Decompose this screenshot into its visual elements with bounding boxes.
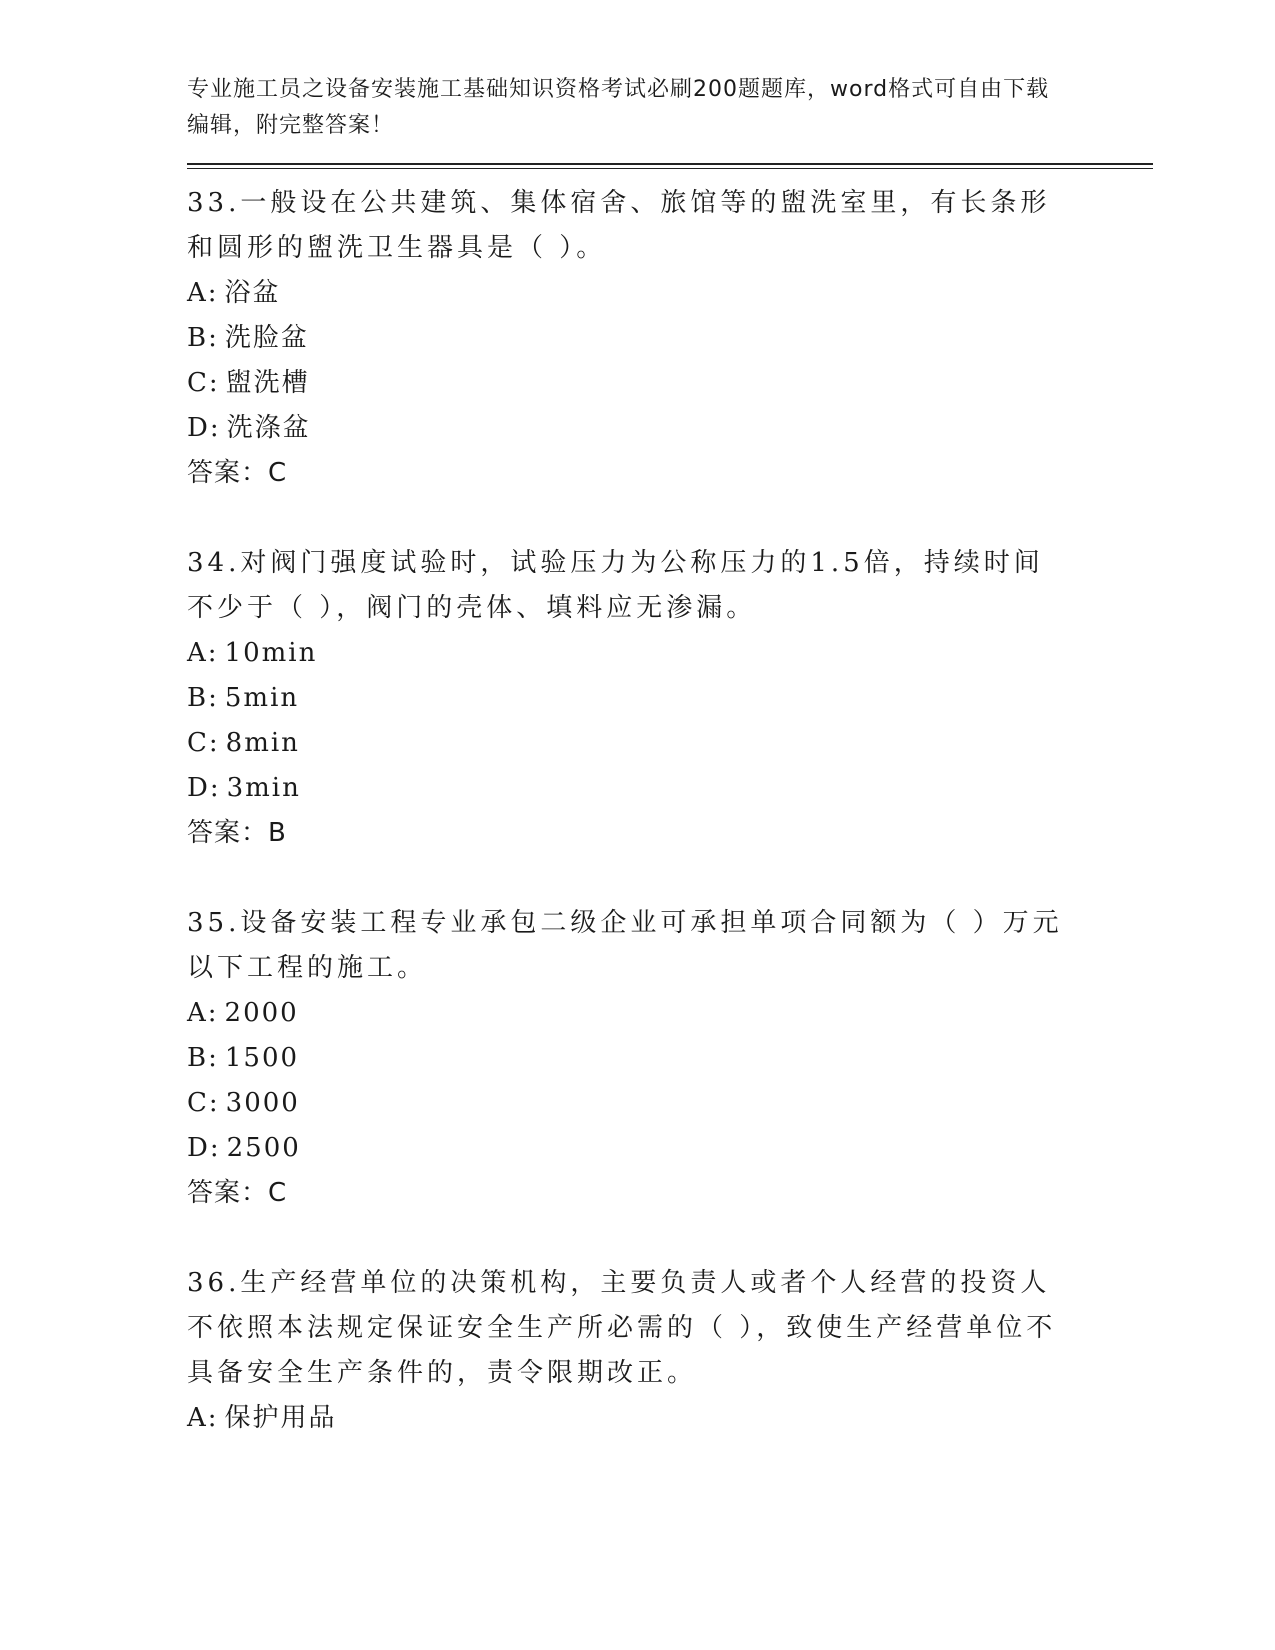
question-stem: 36.生产经营单位的决策机构，主要负责人或者个人经营的投资人不依照本法规定保证安全生产所必需的（ ），致使生产经营单位不具备安全生产条件的，责令限期改正。 [187,1268,1057,1388]
option-label: B: [187,683,219,713]
question-list [187,181,1153,1441]
question-33 [187,181,1153,496]
option-text: 洗涤盆 [226,413,311,443]
header-divider [187,163,1153,169]
option-b [187,316,1153,361]
option-label: B: [187,323,219,353]
question-stem: 34.对阀门强度试验时，试验压力为公称压力的1.5倍，持续时间不少于（ ），阀门的壳体、填料应无渗漏。 [187,548,1044,623]
option-text: 10min [224,638,318,668]
option-c [187,1081,1153,1126]
option-label: A: [187,638,219,668]
option-a [187,631,1153,676]
option-text: 2500 [226,1133,301,1163]
option-label: C: [187,728,220,758]
option-text: 8min [225,728,300,758]
answer-line: 答案：C [187,1178,288,1208]
option-label: C: [187,1088,220,1118]
option-label: A: [187,278,219,308]
option-text: 3min [226,773,301,803]
option-d [187,406,1153,451]
option-text: 浴盆 [224,278,281,308]
question-stem: 35.设备安装工程专业承包二级企业可承担单项合同额为（ ）万元以下工程的施工。 [187,908,1063,983]
option-c [187,361,1153,406]
option-text: 洗脸盆 [224,323,309,353]
option-a [187,1396,1153,1441]
question-36 [187,1261,1153,1441]
option-text: 3000 [225,1088,300,1118]
document-page [187,72,1153,1486]
option-text: 1500 [224,1043,300,1073]
option-label: C: [187,368,220,398]
option-label: B: [187,1043,219,1073]
question-34 [187,541,1153,856]
option-b [187,676,1153,721]
option-label: A: [187,998,219,1028]
option-a [187,991,1153,1036]
option-text: 5min [224,683,300,713]
document-header: 专业施工员之设备安装施工基础知识资格考试必刷200题题库，word格式可自由下载编辑，附完整答案！ [187,77,1050,138]
option-c [187,721,1153,766]
answer-line: 答案：C [187,458,288,488]
question-stem: 33.一般设在公共建筑、集体宿舍、旅馆等的盥洗室里，有长条形和圆形的盥洗卫生器具是（ ）。 [187,188,1051,263]
option-text: 盥洗槽 [225,368,310,398]
option-label: A: [187,1403,219,1433]
option-d [187,766,1153,811]
option-text: 2000 [224,998,299,1028]
answer-line: 答案：B [187,818,287,848]
option-a [187,271,1153,316]
option-label: D: [187,1133,221,1163]
option-label: D: [187,413,221,443]
question-35 [187,901,1153,1216]
option-d [187,1126,1153,1171]
option-text: 保护用品 [224,1403,337,1433]
option-b [187,1036,1153,1081]
option-label: D: [187,773,221,803]
